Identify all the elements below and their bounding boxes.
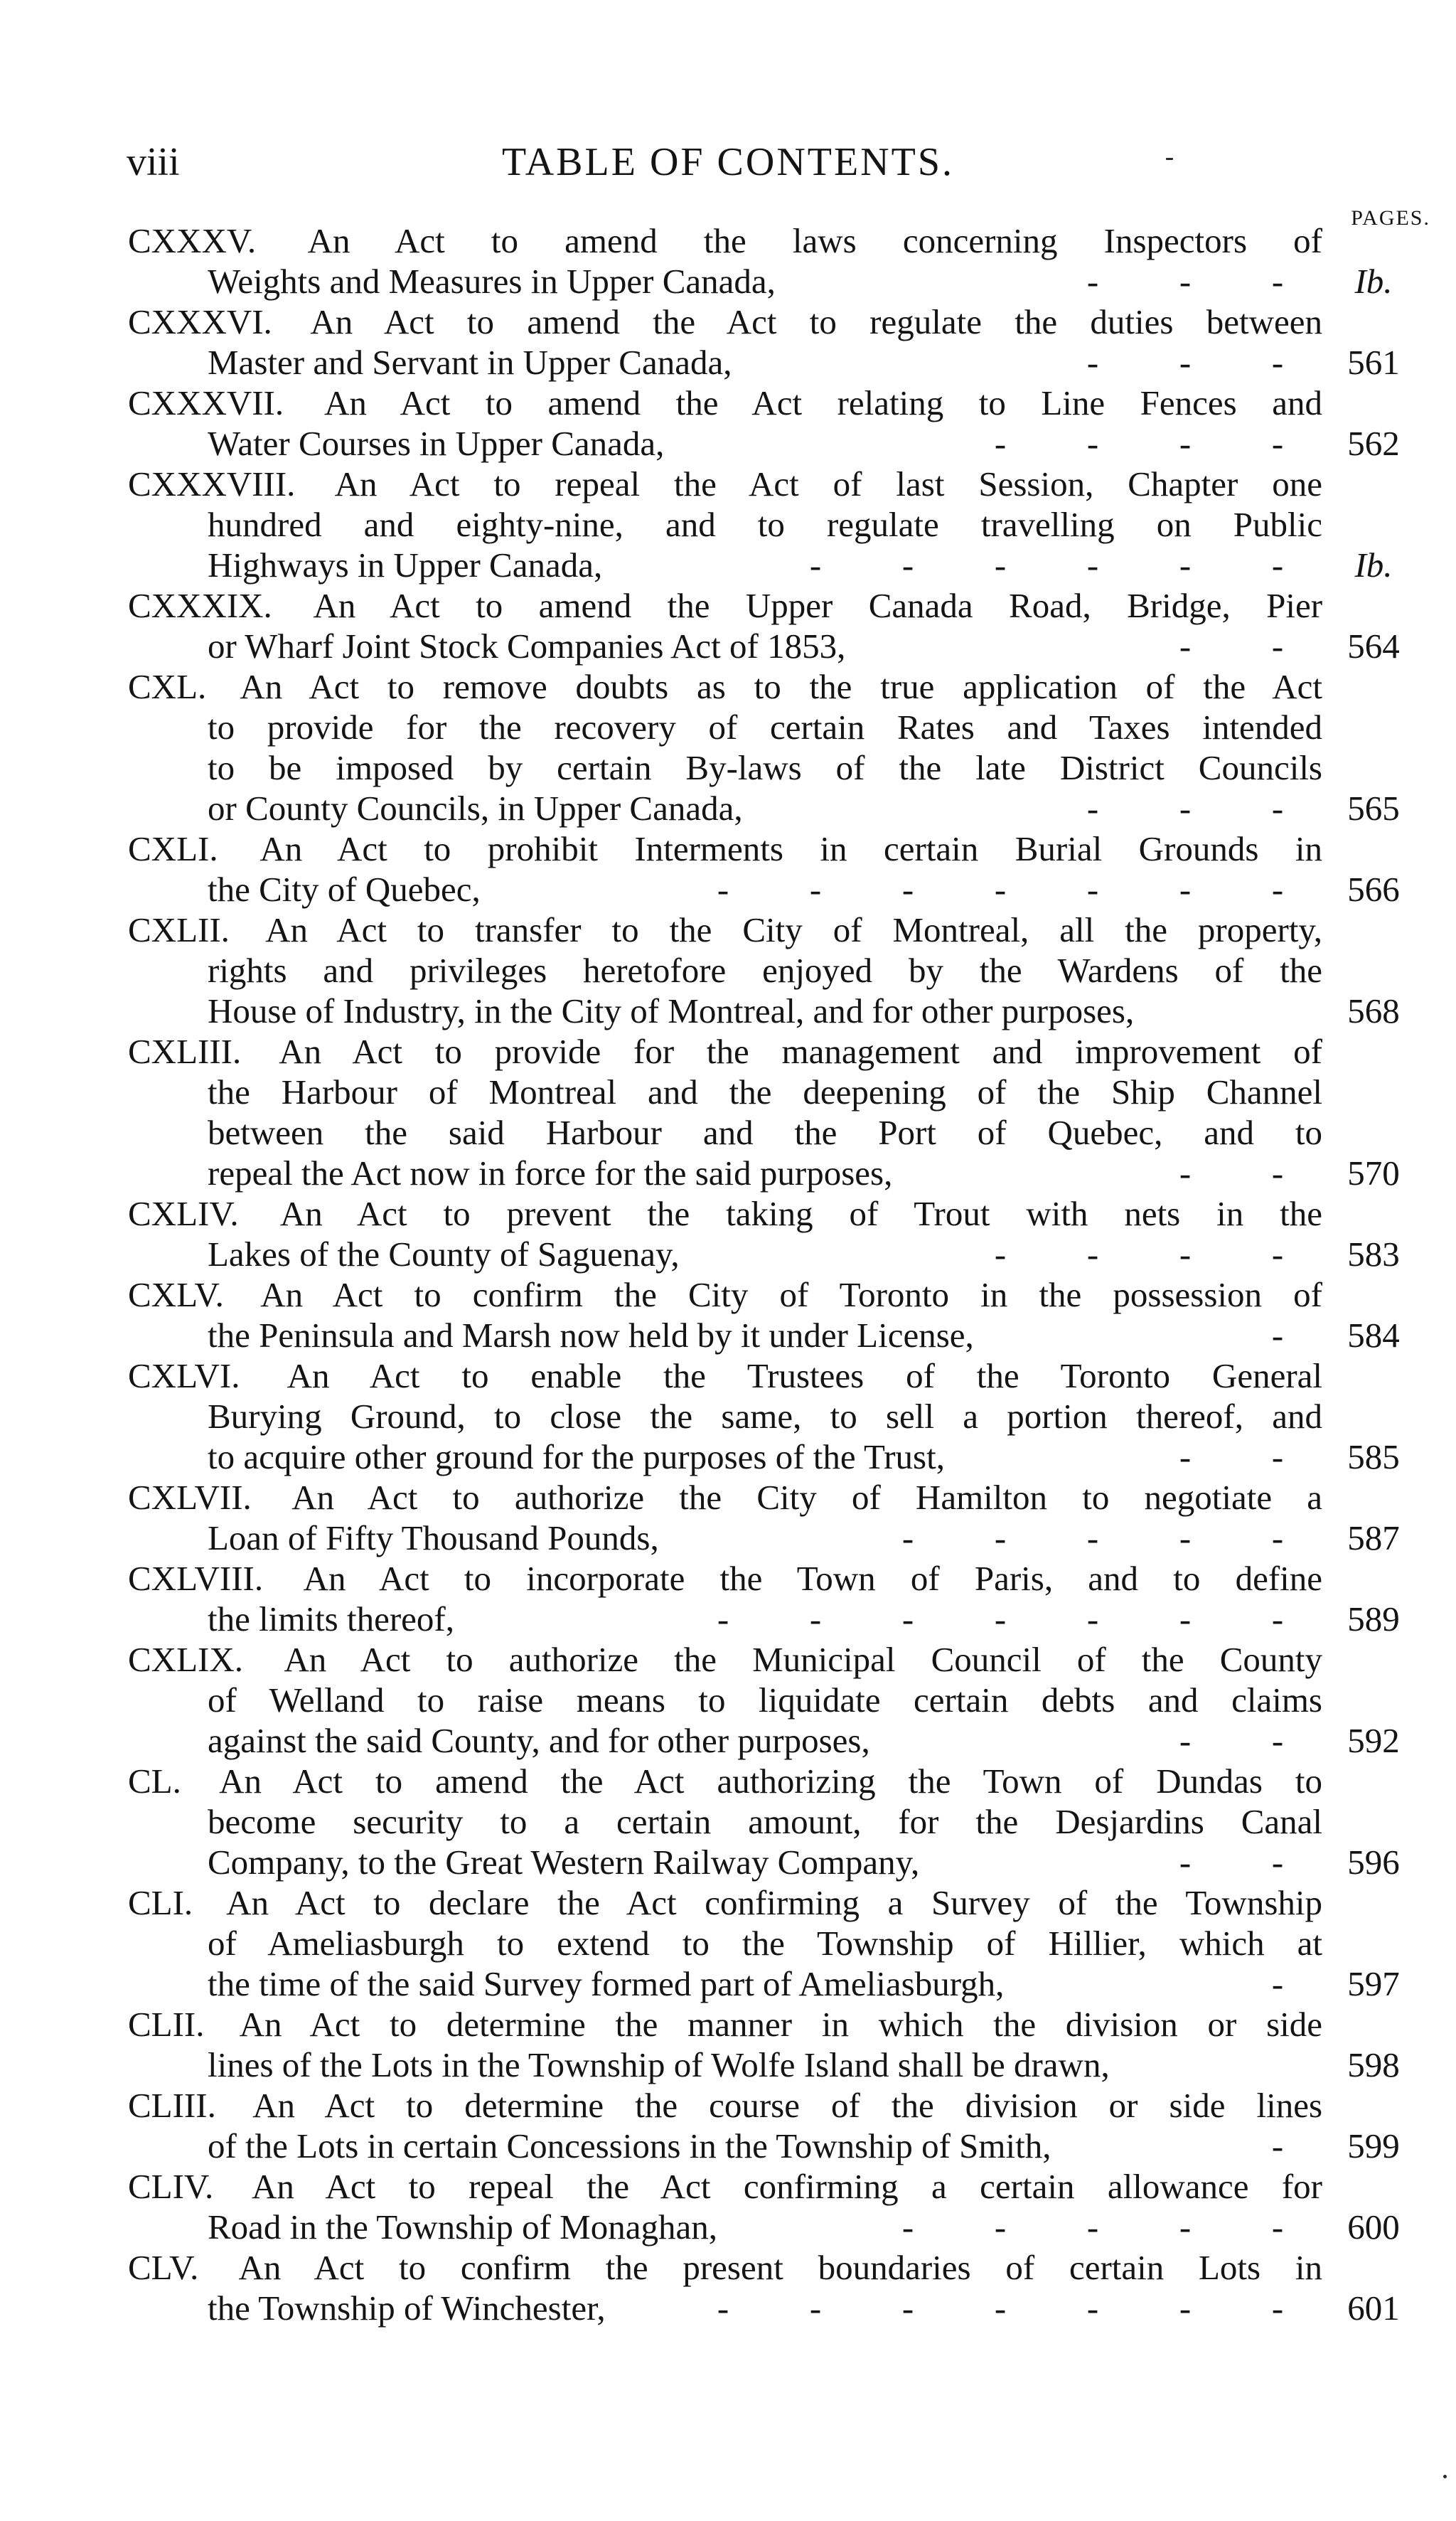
toc-entry-text: [208, 1315, 974, 1355]
chapter-number: CXXXVIII.: [128, 464, 296, 503]
dot-leaders: - - - -: [994, 424, 1284, 463]
page-number: Ib.: [1354, 262, 1393, 301]
page-number: 592: [1347, 1721, 1400, 1760]
toc-entry-line: [128, 545, 1416, 585]
toc-entry-text: [208, 1234, 680, 1274]
act-title-text: of Ameliasburgh to extend to the Township of Hillier, which at: [208, 1924, 1322, 1963]
toc-entry-text: [208, 991, 1134, 1031]
toc-entry: [128, 2004, 1416, 2085]
toc-entry-line: [128, 1720, 1416, 1761]
toc-entry-line: [128, 1801, 1416, 1842]
act-title-text: the City of Quebec,: [208, 870, 481, 909]
dot-leaders: - - - - - - -: [717, 870, 1284, 909]
page-number: 589: [1347, 1599, 1400, 1638]
chapter-number: CXLIII.: [128, 1032, 242, 1071]
toc-entry-text: [128, 1761, 1322, 1801]
toc-entry-text: [128, 1639, 1322, 1680]
toc-entry-text: [128, 2247, 1322, 2288]
act-title-text: Highways in Upper Canada,: [208, 545, 603, 585]
page-number: 562: [1347, 424, 1400, 463]
chapter-number: CXLIV.: [128, 1194, 239, 1233]
toc-entry-text: [128, 1882, 1322, 1923]
toc-entry: [128, 1639, 1416, 1761]
toc-entry-text: [208, 342, 732, 383]
chapter-number: CXLV.: [128, 1275, 224, 1314]
toc-entry-text: [208, 2207, 717, 2247]
toc-entry-text: [208, 626, 845, 666]
toc-entry: [128, 1355, 1416, 1477]
toc-entry-line: [128, 1477, 1416, 1518]
toc-entry-line: [128, 504, 1416, 545]
toc-entry-line: [128, 383, 1416, 423]
toc-entry-text: [208, 1599, 454, 1639]
toc-entry-line: [128, 423, 1416, 464]
act-title-text: An Act to amend the Upper Canada Road, Bridge, Pier: [313, 586, 1322, 625]
act-title-text: An Act to repeal the Act confirming a certain allowance for: [251, 2167, 1322, 2206]
toc-entry-text: [128, 464, 1322, 504]
paper-speck: [1166, 158, 1173, 160]
toc-entry-line: [128, 464, 1416, 504]
act-title-text: against the said County, and for other purposes,: [208, 1721, 870, 1760]
toc-entry-line: [128, 1072, 1416, 1112]
chapter-number: CXLVIII.: [128, 1559, 264, 1598]
toc-entry-line: [128, 1274, 1416, 1315]
toc-entry-text: [208, 1963, 1004, 2004]
dot-leaders: - -: [1179, 1437, 1284, 1476]
toc-entry: [128, 2247, 1416, 2328]
page-number: 585: [1347, 1437, 1400, 1476]
page-number: 599: [1347, 2126, 1400, 2165]
toc-entry-line: [128, 788, 1416, 828]
chapter-number: CXLIX.: [128, 1640, 243, 1679]
dot-leaders: -: [1271, 1964, 1284, 2003]
dot-leaders: - -: [1179, 627, 1284, 666]
toc-entry-line: [128, 342, 1416, 383]
toc-entry-text: [208, 2126, 1051, 2166]
dot-leaders: - - - - - - -: [717, 1599, 1284, 1638]
toc-entry-line: [128, 1315, 1416, 1355]
toc-entry-line: [128, 1437, 1416, 1477]
toc-entry-text: [128, 2085, 1322, 2126]
chapter-number: CXXXIX.: [128, 586, 272, 625]
toc-entry-line: [128, 747, 1416, 788]
toc-entry-text: [128, 2166, 1322, 2207]
toc-entry-text: [208, 1437, 945, 1477]
chapter-number: CXLII.: [128, 910, 230, 949]
toc-entry-line: [128, 2288, 1416, 2328]
act-title-text: An Act to amend the Act authorizing the Town of Dundas to: [219, 1761, 1322, 1801]
toc-entry-line: [128, 1639, 1416, 1680]
toc-entry-line: [128, 626, 1416, 666]
act-title-text: An Act to amend the Act relating to Line Fences and: [323, 383, 1322, 422]
page-number: 561: [1347, 343, 1400, 382]
toc-entry-text: [208, 1923, 1322, 1963]
toc-entry-text: [208, 1153, 892, 1193]
act-title-text: the limits thereof,: [208, 1599, 454, 1638]
toc-entry-text: [208, 1720, 870, 1761]
toc-entry-text: [208, 788, 743, 828]
act-title-text: An Act to repeal the Act of last Session, Chapter one: [334, 464, 1322, 503]
page-number: 597: [1347, 1964, 1400, 2003]
toc-entry-text: [128, 1193, 1322, 1234]
toc-entry-text: [128, 1031, 1322, 1072]
act-title-text: An Act to confirm the City of Toronto in the possession of: [260, 1275, 1322, 1314]
toc-entry: [128, 828, 1416, 910]
toc-entry-text: [128, 1558, 1322, 1599]
act-title-text: An Act to prevent the taking of Trout with nets in the: [279, 1194, 1322, 1233]
chapter-number: CL.: [128, 1761, 181, 1801]
act-title-text: An Act to determine the course of the division or side lines: [252, 2086, 1322, 2125]
act-title-text: An Act to authorize the City of Hamilton to negotiate a: [291, 1478, 1322, 1517]
toc-entry-line: [128, 707, 1416, 747]
toc-entry: [128, 1558, 1416, 1639]
toc-entry-line: [128, 261, 1416, 302]
dot-leaders: - - - - - -: [809, 545, 1284, 585]
act-title-text: Master and Servant in Upper Canada,: [208, 343, 732, 382]
page-number: 564: [1347, 627, 1400, 666]
dot-leaders: - -: [1179, 1153, 1284, 1193]
chapter-number: CLV.: [128, 2248, 199, 2287]
act-title-text: An Act to declare the Act confirming a Survey of the Township: [226, 1883, 1322, 1922]
toc-entry-text: [208, 2288, 606, 2328]
toc-entry-line: [128, 1923, 1416, 1963]
act-title-text: Lakes of the County of Saguenay,: [208, 1235, 680, 1274]
toc-entry-line: [128, 1558, 1416, 1599]
act-title-text: or County Councils, in Upper Canada,: [208, 789, 743, 828]
toc-entry-line: [128, 2166, 1416, 2207]
act-title-text: of the Lots in certain Concessions in the Township of Smith,: [208, 2126, 1051, 2165]
paper-speck: [1443, 2475, 1447, 2478]
toc-entry-text: [128, 1477, 1322, 1518]
toc-entry: [128, 220, 1416, 302]
toc-entry: [128, 1761, 1416, 1882]
toc-entry-text: [208, 1112, 1322, 1153]
act-title-text: lines of the Lots in the Township of Wolfe Island shall be drawn,: [208, 2045, 1110, 2084]
toc-entry-text: [128, 220, 1322, 261]
act-title-text: the time of the said Survey formed part of Ameliasburgh,: [208, 1964, 1005, 2003]
toc-entry-line: [128, 2045, 1416, 2085]
toc-entry-line: [128, 1355, 1416, 1396]
toc-entry-text: [128, 383, 1322, 423]
toc-entry-line: [128, 991, 1416, 1031]
act-title-text: An Act to remove doubts as to the true application of the Act: [240, 667, 1322, 706]
toc-entry-text: [208, 950, 1322, 991]
dot-leaders: - - - -: [994, 1235, 1284, 1274]
act-title-text: rights and privileges heretofore enjoyed by the Wardens of the: [208, 951, 1322, 990]
page-number: 596: [1347, 1843, 1400, 1882]
dot-leaders: - - - - -: [901, 2207, 1284, 2246]
toc-entry-text: [208, 504, 1322, 545]
toc-entry-text: [208, 1518, 659, 1558]
toc-entry-text: [208, 1680, 1322, 1720]
toc-entry: [128, 1274, 1416, 1355]
act-title-text: Loan of Fifty Thousand Pounds,: [208, 1518, 659, 1557]
act-title-text: An Act to amend the laws concerning Inspectors of: [307, 221, 1322, 260]
toc-entry: [128, 2085, 1416, 2166]
toc-entry: [128, 585, 1416, 666]
act-title-text: An Act to enable the Trustees of the Toronto General: [287, 1356, 1322, 1395]
toc-entry-text: [208, 1072, 1322, 1112]
dot-leaders: - -: [1179, 1843, 1284, 1882]
toc-entry-text: [208, 747, 1322, 788]
toc-entry-text: [128, 910, 1322, 950]
toc-entry-line: [128, 828, 1416, 869]
dot-leaders: - - -: [1086, 343, 1284, 382]
act-title-text: to provide for the recovery of certain Rates and Taxes intended: [208, 708, 1322, 747]
act-title-text: between the said Harbour and the Port of Quebec, and to: [208, 1113, 1322, 1152]
toc-entry-text: [208, 423, 664, 464]
page-number: 566: [1347, 870, 1400, 909]
act-title-text: of Welland to raise means to liquidate certain debts and claims: [208, 1680, 1322, 1720]
toc-entry-line: [128, 950, 1416, 991]
toc-entry-line: [128, 2247, 1416, 2288]
act-title-text: Weights and Measures in Upper Canada,: [208, 262, 776, 301]
toc-entry-text: [128, 828, 1322, 869]
act-title-text: An Act to authorize the Municipal Council of the County: [284, 1640, 1322, 1679]
act-title-text: or Wharf Joint Stock Companies Act of 1853,: [208, 627, 846, 666]
toc-entry-text: [208, 869, 481, 910]
toc-entry-line: [128, 910, 1416, 950]
toc-entry-text: [128, 666, 1322, 707]
page-number: 601: [1347, 2288, 1400, 2328]
page-number: 584: [1347, 1316, 1400, 1355]
toc-entry: [128, 383, 1416, 464]
act-title-text: An Act to prohibit Interments in certain Burial Grounds in: [259, 829, 1322, 868]
chapter-number: CXXXVII.: [128, 383, 284, 422]
act-title-text: Company, to the Great Western Railway Company,: [208, 1843, 920, 1882]
chapter-number: CLIV.: [128, 2167, 214, 2206]
running-head-title: TABLE OF CONTENTS.: [502, 140, 954, 184]
toc-entry: [128, 1193, 1416, 1274]
act-title-text: become security to a certain amount, for the Desjardins Canal: [208, 1802, 1322, 1841]
toc-entry-text: [208, 545, 602, 585]
toc-entry-line: [128, 1680, 1416, 1720]
act-title-text: House of Industry, in the City of Montreal, and for other purposes,: [208, 991, 1135, 1030]
toc-entry-text: [208, 1396, 1322, 1437]
toc-entry-line: [128, 585, 1416, 626]
act-title-text: Water Courses in Upper Canada,: [208, 424, 665, 463]
dot-leaders: - - -: [1086, 789, 1284, 828]
toc-entry: [128, 1882, 1416, 2004]
act-title-text: the Township of Winchester,: [208, 2288, 606, 2328]
pages-column-label: PAGES.: [1351, 206, 1430, 230]
chapter-number: CLII.: [128, 2005, 205, 2044]
dot-leaders: -: [1271, 2126, 1284, 2165]
chapter-number: CXLVII.: [128, 1478, 252, 1517]
toc-entry: [128, 302, 1416, 383]
toc-entry: [128, 1477, 1416, 1558]
page-number: 587: [1347, 1518, 1400, 1557]
dot-leaders: - - -: [1086, 262, 1284, 301]
toc-entry-text: [128, 1355, 1322, 1396]
toc-entry: [128, 1031, 1416, 1193]
toc-entry-text: [128, 2004, 1322, 2045]
act-title-text: to acquire other ground for the purposes of the Trust,: [208, 1437, 945, 1476]
toc-entry-line: [128, 1234, 1416, 1274]
toc-entry-line: [128, 220, 1416, 261]
act-title-text: An Act to incorporate the Town of Paris, and to define: [303, 1559, 1322, 1598]
toc-entry-line: [128, 1842, 1416, 1882]
dot-leaders: -: [1271, 1316, 1284, 1355]
page-folio: viii: [127, 140, 180, 184]
toc-entry-text: [208, 2045, 1110, 2085]
act-title-text: An Act to transfer to the City of Montreal, all the property,: [265, 910, 1322, 949]
toc-entry: [128, 910, 1416, 1031]
toc-entry-line: [128, 1193, 1416, 1234]
toc-entry-line: [128, 2207, 1416, 2247]
toc-entry-line: [128, 1882, 1416, 1923]
chapter-number: CXL.: [128, 667, 207, 706]
dot-leaders: - - - - - - -: [717, 2288, 1284, 2328]
toc-entry-line: [128, 1599, 1416, 1639]
act-title-text: Road in the Township of Monaghan,: [208, 2207, 717, 2246]
toc-entry-text: [128, 1274, 1322, 1315]
dot-leaders: - - - - -: [901, 1518, 1284, 1557]
toc-entry-line: [128, 1031, 1416, 1072]
page-number: 600: [1347, 2207, 1400, 2246]
act-title-text: An Act to provide for the management and improvement of: [279, 1032, 1322, 1071]
chapter-number: CLI.: [128, 1883, 193, 1922]
toc-entry-line: [128, 1112, 1416, 1153]
act-title-text: hundred and eighty-nine, and to regulate travelling on Public: [208, 505, 1322, 544]
page-number: 598: [1347, 2045, 1400, 2084]
toc-entry-line: [128, 2085, 1416, 2126]
act-title-text: An Act to determine the manner in which the division or side: [239, 2005, 1322, 2044]
toc-entry-line: [128, 2126, 1416, 2166]
chapter-number: CXLVI.: [128, 1356, 240, 1395]
toc-entry: [128, 2166, 1416, 2247]
act-title-text: the Peninsula and Marsh now held by it under License,: [208, 1316, 974, 1355]
chapter-number: CLIII.: [128, 2086, 216, 2125]
toc-entry-line: [128, 666, 1416, 707]
act-title-text: An Act to confirm the present boundaries of certain Lots in: [238, 2248, 1322, 2287]
act-title-text: to be imposed by certain By-laws of the late District Councils: [208, 748, 1322, 787]
toc-entry-text: [208, 261, 776, 302]
page-number: 583: [1347, 1235, 1400, 1274]
toc-entry-line: [128, 1153, 1416, 1193]
toc-entry-text: [128, 585, 1322, 626]
page-number: 565: [1347, 789, 1400, 828]
page-number: 570: [1347, 1153, 1400, 1193]
chapter-number: CXLI.: [128, 829, 218, 868]
toc-entry-line: [128, 1963, 1416, 2004]
toc-entry-text: [208, 1801, 1322, 1842]
toc-entry-text: [208, 1842, 919, 1882]
act-title-text: Burying Ground, to close the same, to sell a portion thereof, and: [208, 1397, 1322, 1436]
toc-entry-line: [128, 1761, 1416, 1801]
act-title-text: An Act to amend the Act to regulate the duties between: [310, 302, 1322, 341]
chapter-number: CXXXV.: [128, 221, 257, 260]
toc-entry-text: [128, 302, 1322, 342]
toc-entry: [128, 464, 1416, 585]
toc-entry-line: [128, 1518, 1416, 1558]
dot-leaders: - -: [1179, 1721, 1284, 1760]
toc-entry-text: [208, 707, 1322, 747]
toc-entry: [128, 666, 1416, 828]
toc-entry-line: [128, 2004, 1416, 2045]
toc-entry-line: [128, 869, 1416, 910]
chapter-number: CXXXVI.: [128, 302, 272, 341]
toc-entry-line: [128, 1396, 1416, 1437]
toc-entry-line: [128, 302, 1416, 342]
act-title-text: the Harbour of Montreal and the deepening of the Ship Channel: [208, 1072, 1322, 1112]
page-number: Ib.: [1354, 545, 1393, 585]
act-title-text: repeal the Act now in force for the said purposes,: [208, 1153, 893, 1193]
page-number: 568: [1347, 991, 1400, 1030]
table-of-contents: [0, 220, 1456, 2328]
